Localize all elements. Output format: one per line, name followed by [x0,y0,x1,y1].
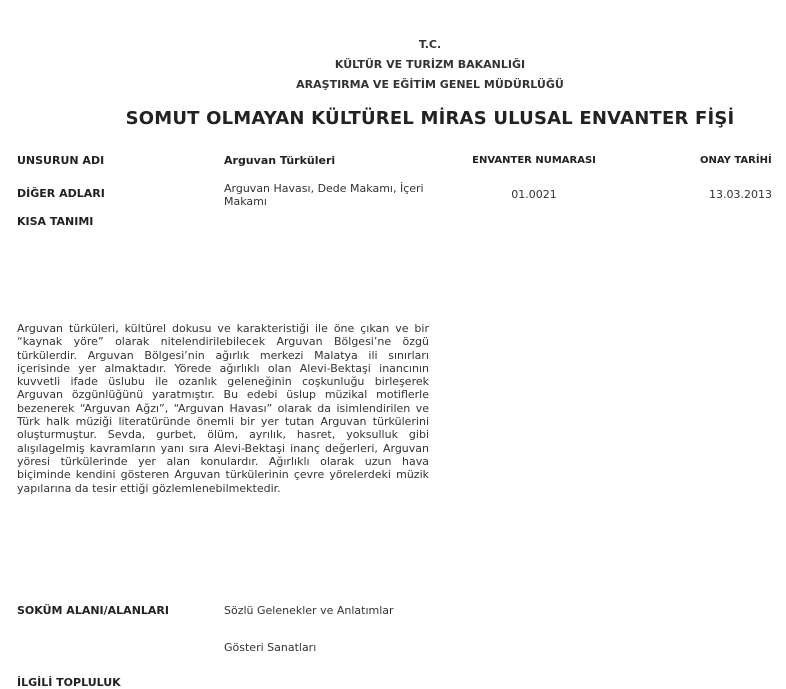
domain-value-performing-arts: Gösteri Sanatları [224,641,317,654]
domain-value-oral-traditions: Sözlü Gelenekler ve Anlatımlar [224,604,394,617]
header-directorate: ARAŞTIRMA VE EĞİTİM GENEL MÜDÜRLÜĞÜ [296,78,564,91]
approval-date-label: ONAY TARİHİ [700,155,772,166]
description-text: Arguvan türküleri, kültürel dokusu ve karakteristiği ile öne çıkan ve bir “kaynak yöre” olarak nitelendirilebilecek Arguvan Bölgesi’ne özgü türkülerdir. Arguvan Bölgesi’nin ağırlık merkezi Malatya ili sınırları içerisinde yer almaktadır. Yörede ağırlıklı olan Alevi-Bektaşi inancının kuvvetli ifade üslubu ile ozanlık geleneğinin coşkunluğu birleşerek Arguvan özgünlüğünü yaratmıştır. Bu edebi üslup müzikal motiflerle bezenerek “Arguvan Ağzı”, “Arguvan Havası” olarak da isimlendirilen ve Türk halk müziği literatüründe önemli bir yer tutan Arguvan türkülerini oluşturmuştur. Sevda, gurbet, ölüm, ayrılık, hasret, yoksulluk gibi alışılagelmiş kavramların yanı sıra Alevi-Bektaşi inanç değerleri, Arguvan yöresi türkülerinde yer alan konulardır. Ağırlıklı olarak uzun hava biçiminde kendini gösteren Arguvan türkülerinin çevre yörelerdeki müzik yapılarına da tesir ettiği gözlemlenebilmektedir. [17,322,429,495]
element-name-label: UNSURUN ADI [17,154,105,167]
domain-label: SOKÜM ALANI/ALANLARI [17,604,169,617]
inventory-number-label: ENVANTER NUMARASI [472,155,596,166]
other-names-label: DİĞER ADLARI [17,187,105,200]
approval-date-value: 13.03.2013 [709,188,772,201]
header-ministry: KÜLTÜR VE TURİZM BAKANLIĞI [334,58,526,71]
short-description-label: KISA TANIMI [17,215,94,228]
inventory-number-value: 01.0021 [511,188,557,201]
document-title: SOMUT OLMAYAN KÜLTÜREL MİRAS ULUSAL ENVANTER FİŞİ [125,108,735,129]
header-republic: T.C. [418,38,442,51]
element-name-value: Arguvan Türküleri [224,154,336,167]
related-community-label: İLGİLİ TOPLULUK [17,676,121,689]
other-names-value: Arguvan Havası, Dede Makamı, İçeri Makamı [224,182,424,208]
